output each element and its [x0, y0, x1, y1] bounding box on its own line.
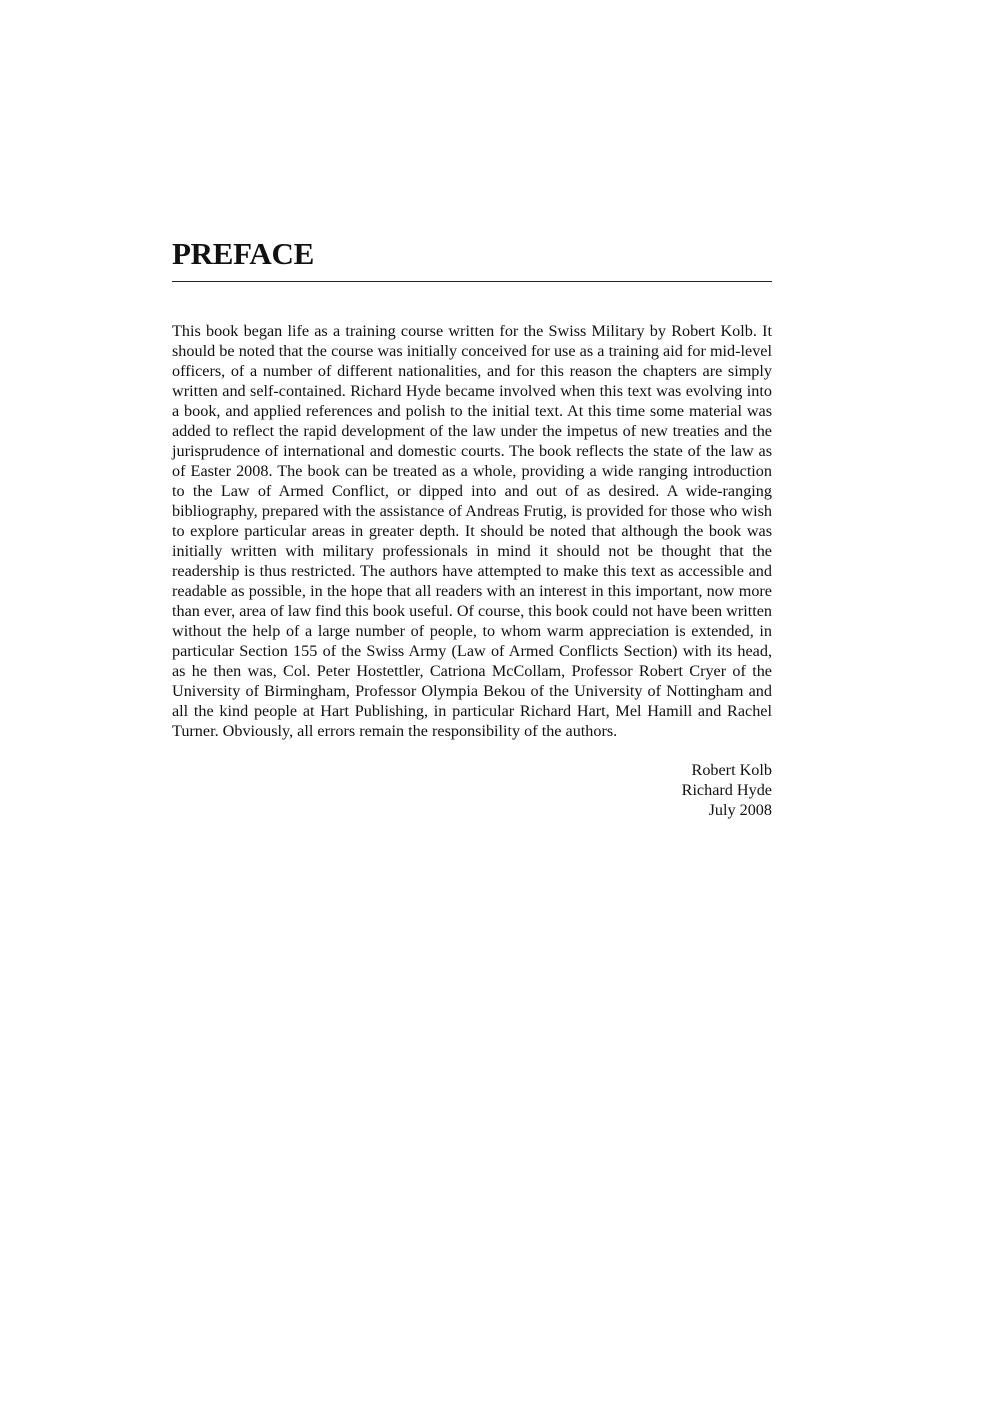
signature-author-kolb: Robert Kolb — [691, 761, 772, 779]
signature-author-hyde: Richard Hyde — [681, 781, 772, 799]
preface-body-paragraph: This book began life as a training course written for the Swiss Military by Robert Kolb. It should be noted that the course was initially conceived for use as a training aid for mid-level officers, of a number of different nationalities, and for this reason the chapters are simply written and self-contained. Richard Hyde became involved when this text was evolving into a book, and applied references and polish to the initial text. At this time some material was added to reflect the rapid development of the law under the impetus of new treaties and the jurisprudence of international and domestic courts. The book reflects the state of the law as of Easter 2008. The book can be treated as a whole, providing a wide ranging introduction to the Law of Armed Conflict, or dipped into and out of as desired. A wide-ranging bibliography, prepared with the assistance of Andreas Frutig, is provided for those who wish to explore particular areas in greater depth. It should be noted that although the book was initially written with military professionals in mind it should not be thought that the readership is thus restricted. The authors have attempted to make this text as accessible and readable as possible, in the hope that all readers with an interest in this important, now more than ever, area of law find this book useful. Of course, this book could not have been written without the help of a large number of people, to whom warm appreciation is extended, in particular Section 155 of the Swiss Army (Law of Armed Conflicts Section) with its head, as he then was, Col. Peter Hostettler, Catriona McCollam, Professor Robert Cryer of the University of Birmingham, Professor Olympia Bekou of the University of Nottingham and all the kind people at Hart Publishing, in particular Richard Hart, Mel Hamill and Rachel Turner. Obviously, all errors remain the responsibility of the authors. — [172, 322, 772, 740]
page-title: PREFACE — [172, 236, 314, 271]
preface-page — [172, 236, 772, 820]
signature-date: July 2008 — [708, 801, 772, 819]
title-divider — [172, 281, 772, 282]
signature-block — [172, 760, 772, 820]
